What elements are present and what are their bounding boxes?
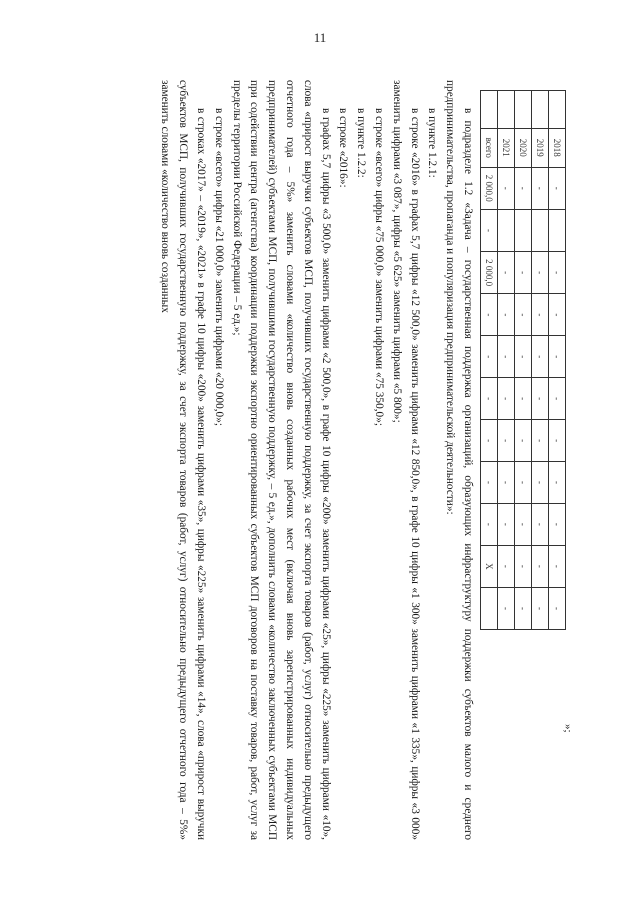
table-cell-empty: [515, 91, 532, 129]
table-cell: -: [532, 251, 549, 293]
table-cell: -: [515, 378, 532, 420]
table-cell: -: [498, 251, 515, 293]
table-cell: -: [481, 294, 498, 336]
table-cell: -: [515, 420, 532, 462]
paragraph-item-1-2-2: в пункте 1.2.2:: [355, 108, 368, 178]
table-cell: -: [532, 167, 549, 209]
table-cell: -: [481, 420, 498, 462]
table-row: [515, 91, 532, 630]
table-cell: -: [549, 336, 566, 378]
table-cell: 2 000,0: [481, 251, 498, 293]
table-cell: -: [549, 420, 566, 462]
table-cell: -: [498, 462, 515, 504]
table-cell: -: [549, 294, 566, 336]
table-cell: [481, 587, 498, 629]
budget-table: [480, 90, 566, 630]
table-closing-mark: »;: [562, 724, 574, 733]
table-cell: [498, 209, 515, 251]
table-cell: 2 000,0: [481, 167, 498, 209]
table-cell: -: [498, 420, 515, 462]
table-cell-empty: [532, 91, 549, 129]
amendment-text: [156, 80, 476, 840]
paragraph-row-total-b: в строке «всего» цифры «21 000,0» заменить цифрами «20 000,0»;: [212, 108, 225, 426]
paragraph-row-total-a: в строке «всего» цифры «75 000,0» заменить цифрами «75 350,0»;: [373, 108, 386, 426]
table-cell: -: [515, 294, 532, 336]
table-cell: -: [549, 167, 566, 209]
table-cell: -: [498, 167, 515, 209]
table-cell: -: [481, 336, 498, 378]
paragraph-columns-5-7: в графах 5,7 цифры «3 500,0» заменить цифрами «2 500,0», в графе 10 цифры «200» заменить цифрами «25», цифры «225» заменить цифрами «10», слова «прирост выручки субъектов МСП, получивших государственную поддержку, за счет экспорта товаров (работ, услуг) относительно предыдущего отчетного года – 5%» заменить словами «количество вновь созданных рабочих мест (включая вновь зарегистрированных индивидуальных предпринимателей) субъектами МСП, получившими государственную поддержку, – 5 ед.», дополнить словами «количество заключенных субъектами МСП при содействии центра (агентства) координации поддержки экспортно ориентированных субъектов МСП договоров на поставку товаров, работ, услуг за пределы территории Российской Федерации – 5 ед.»;: [230, 80, 332, 840]
table-cell: -: [549, 378, 566, 420]
table-cell: -: [532, 503, 549, 545]
paragraph-row-2016-b: в строке «2016»:: [337, 108, 350, 188]
table-cell: -: [481, 378, 498, 420]
table-cell: -: [481, 462, 498, 504]
page-number: 11: [313, 30, 327, 45]
table-cell-empty: [498, 91, 515, 129]
table-cell: -: [549, 587, 566, 629]
table-cell: -: [532, 462, 549, 504]
table-cell: -: [498, 294, 515, 336]
table-cell: -: [481, 209, 498, 251]
paragraph-rows-2017-2021: в строках «2017» – «2019», «2021» в графе 10 цифры «200» заменить цифрами «35», цифры «225» заменить цифрами «14», слова «прирост выручки субъектов МСП, получивших государственную поддержку, за счет экспорта товаров (работ, услуг) относительно предыдущего отчетного года – 5%» заменить словами «количество вновь созданных: [159, 80, 208, 840]
table-cell: -: [515, 462, 532, 504]
table-cell-year: 2018: [549, 128, 566, 167]
table-cell: -: [532, 420, 549, 462]
table-cell-year: 2019: [532, 128, 549, 167]
table-cell: -: [498, 378, 515, 420]
table-cell: -: [532, 336, 549, 378]
table-cell-year: 2021: [498, 128, 515, 167]
table-cell: -: [515, 251, 532, 293]
table-cell: -: [549, 251, 566, 293]
table-cell: X: [481, 545, 498, 587]
table-cell: -: [515, 587, 532, 629]
paragraph-item-1-2-1: в пункте 1.2.1:: [426, 108, 439, 178]
table-row: [532, 91, 549, 630]
table-cell: -: [498, 545, 515, 587]
rotated-page-content: [60, 60, 580, 860]
table-cell: -: [532, 587, 549, 629]
paragraph-row-2016-a: в строке «2016» в графах 5,7 цифры «12 500,0» заменить цифрами «12 850,0», в графе 10 цифры «1 300» заменить цифрами «1 335», цифры «3 000» заменить цифрами «3 087», цифры «5 625» заменить цифрами «5 800»;: [390, 80, 421, 840]
table-cell: -: [532, 294, 549, 336]
table-row: [498, 91, 515, 630]
table-cell-empty: [549, 91, 566, 129]
table-cell: -: [549, 462, 566, 504]
table-row: [481, 91, 498, 630]
table-cell: -: [549, 503, 566, 545]
table-cell: -: [481, 503, 498, 545]
table-row: [549, 91, 566, 630]
table-cell: -: [515, 336, 532, 378]
table-cell: -: [498, 336, 515, 378]
table-cell: -: [549, 545, 566, 587]
table-cell: -: [498, 503, 515, 545]
table-cell-year: всего: [481, 128, 498, 167]
table-cell: [532, 209, 549, 251]
table-cell: -: [532, 545, 549, 587]
table-cell-year: 2020: [515, 128, 532, 167]
table-cell: -: [532, 378, 549, 420]
table-cell: -: [515, 503, 532, 545]
table-cell: -: [515, 545, 532, 587]
table-cell: [549, 209, 566, 251]
table-cell-empty: [481, 91, 498, 129]
paragraph-subsection-1-2: в подразделе 1.2 «Задача – государственная поддержка организаций, образующих инфраструктуру поддержки субъектов малого и среднего предпринимательства, пропаганда и популяризация предпринимательской деятельности»:: [444, 80, 474, 840]
table-cell: -: [515, 167, 532, 209]
table-cell: -: [498, 587, 515, 629]
table-cell: [515, 209, 532, 251]
